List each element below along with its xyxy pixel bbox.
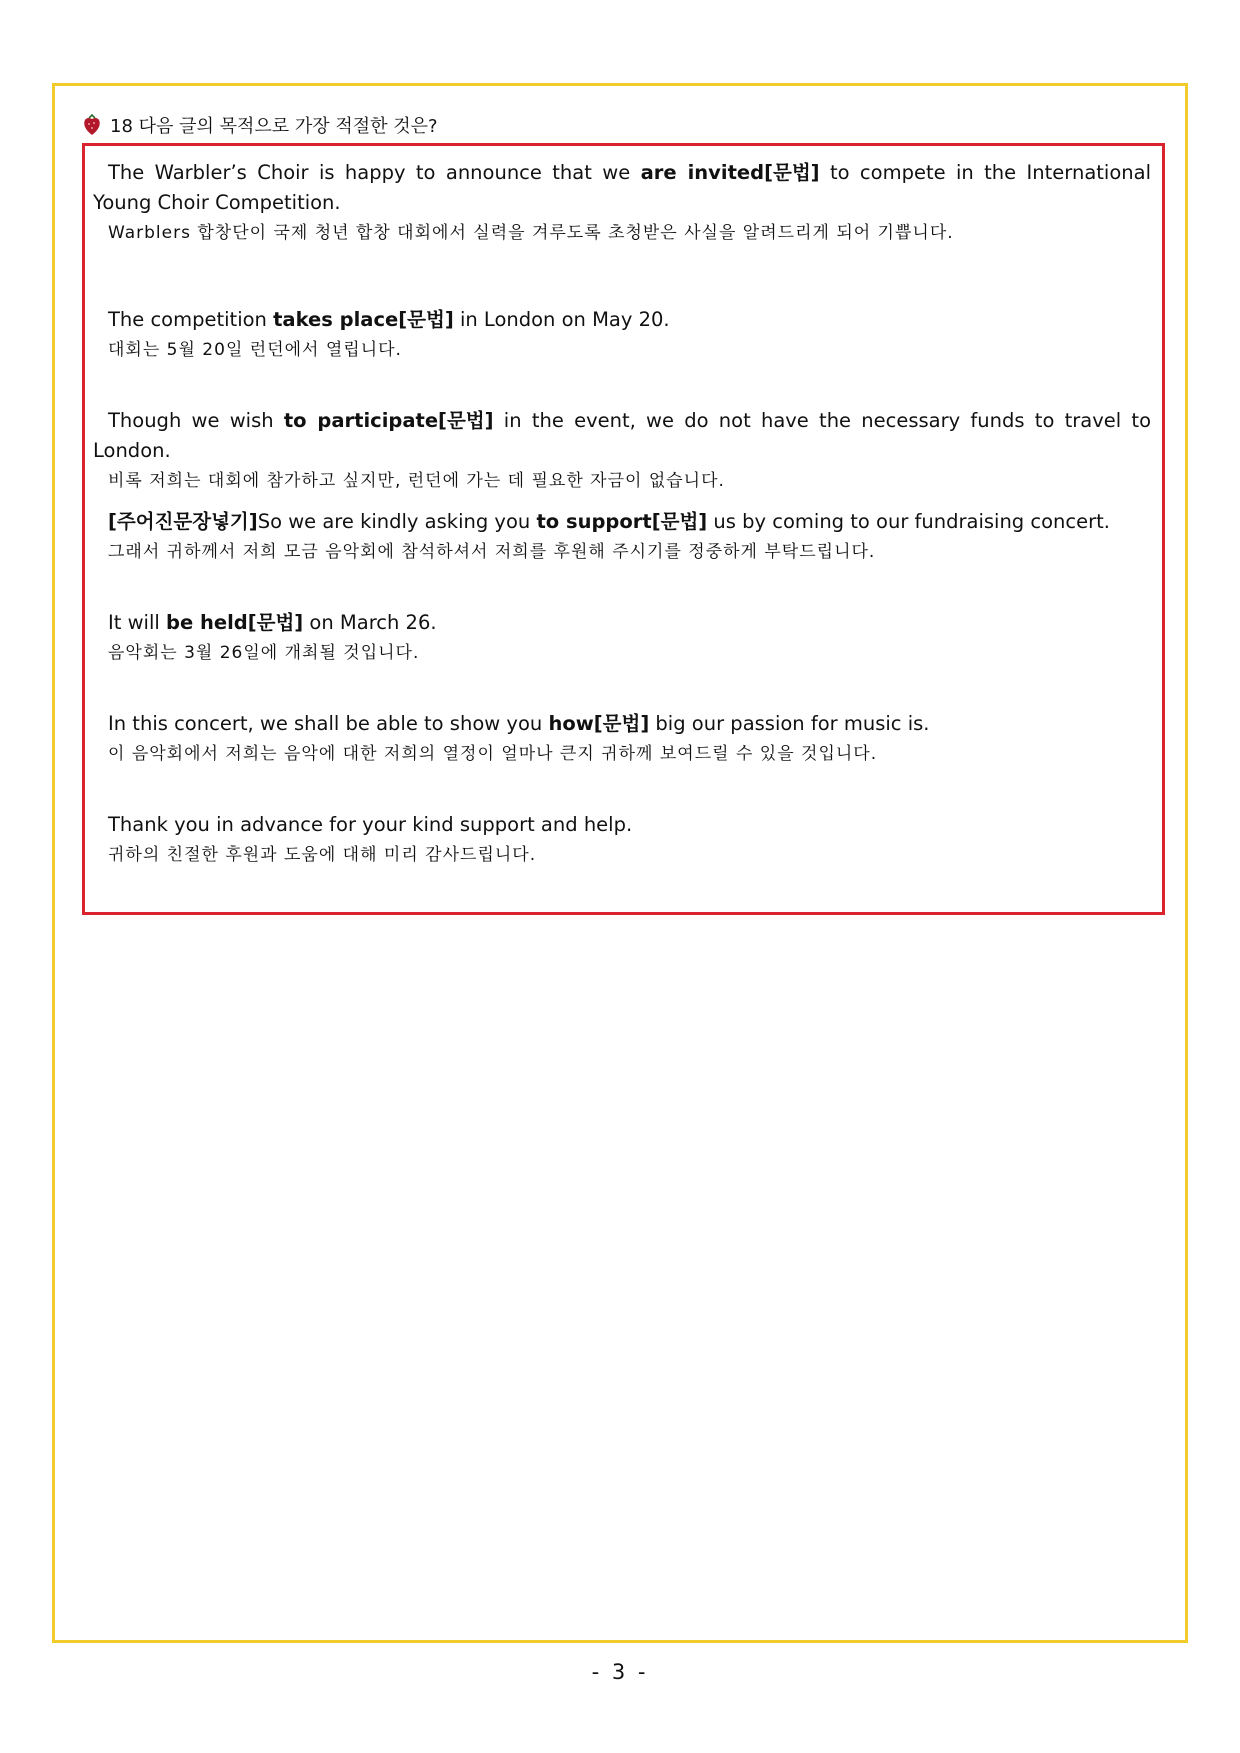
sentence-text: Thank you in advance for your kind support and help. bbox=[108, 813, 633, 836]
paragraph-7 bbox=[93, 810, 1151, 868]
page-number: - 3 - bbox=[591, 1660, 649, 1684]
grammar-highlight: takes place[문법] bbox=[273, 308, 454, 331]
sentence-text: So we are kindly asking you bbox=[257, 510, 537, 533]
sentence-text: Though we wish bbox=[108, 409, 284, 432]
question-header bbox=[82, 110, 438, 140]
strawberry-icon bbox=[82, 114, 102, 136]
sentence-text: big our passion for music is. bbox=[649, 712, 930, 735]
korean-translation: Warblers 합창단이 국제 청년 합창 대회에서 실력을 겨루도록 초청받은 사실을 알려드리게 되어 기쁩니다. bbox=[108, 223, 954, 243]
paragraph-6 bbox=[93, 709, 1151, 767]
paragraph-3 bbox=[93, 406, 1151, 494]
english-sentence bbox=[93, 158, 1151, 218]
grammar-highlight: to support[문법] bbox=[536, 510, 708, 533]
korean-translation: 음악회는 3월 26일에 개최될 것입니다. bbox=[108, 643, 420, 663]
grammar-highlight: be held[문법] bbox=[166, 611, 304, 634]
korean-translation: 그래서 귀하께서 저희 모금 음악회에 참석하셔서 저희를 후원해 주시기를 정중하게 부탁드립니다. bbox=[108, 542, 876, 562]
sentence-text: In this concert, we shall be able to show you bbox=[108, 712, 549, 735]
grammar-highlight: to participate[문법] bbox=[283, 409, 494, 432]
korean-translation: 대회는 5월 20일 런던에서 열립니다. bbox=[108, 340, 402, 360]
grammar-highlight: are invited[문법] bbox=[640, 161, 820, 184]
paragraph-2 bbox=[93, 305, 1151, 363]
sentence-text: to compete in the International Young Choir Competition. bbox=[93, 161, 1151, 214]
paragraph-1 bbox=[93, 158, 1151, 246]
korean-translation: 이 음악회에서 저희는 음악에 대한 저희의 열정이 얼마나 큰지 귀하께 보여드릴 수 있을 것입니다. bbox=[108, 744, 878, 764]
question-title: 18 다음 글의 목적으로 가장 적절한 것은? bbox=[110, 116, 438, 137]
sentence-text: The Warbler’s Choir is happy to announce that we bbox=[108, 161, 641, 184]
sentence-text: in London on May 20. bbox=[453, 308, 670, 331]
paragraph-4 bbox=[93, 507, 1151, 565]
english-sentence bbox=[93, 305, 1151, 335]
paragraph-5 bbox=[93, 608, 1151, 666]
insert-sentence-tag: [주어진문장넣기] bbox=[108, 510, 258, 533]
english-sentence bbox=[93, 608, 1151, 638]
sentence-text: The competition bbox=[108, 308, 274, 331]
english-sentence bbox=[93, 406, 1151, 466]
sentence-text: on March 26. bbox=[303, 611, 437, 634]
english-sentence bbox=[93, 507, 1151, 537]
grammar-highlight: how[문법] bbox=[548, 712, 650, 735]
sentence-text: It will bbox=[108, 611, 166, 634]
english-sentence bbox=[93, 810, 1151, 840]
korean-translation: 비록 저희는 대회에 참가하고 싶지만, 런던에 가는 데 필요한 자금이 없습니다. bbox=[108, 471, 725, 491]
korean-translation: 귀하의 친절한 후원과 도움에 대해 미리 감사드립니다. bbox=[108, 845, 537, 865]
sentence-text: us by coming to our fundraising concert. bbox=[707, 510, 1110, 533]
english-sentence bbox=[93, 709, 1151, 739]
sentence-text: in the event, we do not have the necessary funds to travel to London. bbox=[93, 409, 1151, 462]
